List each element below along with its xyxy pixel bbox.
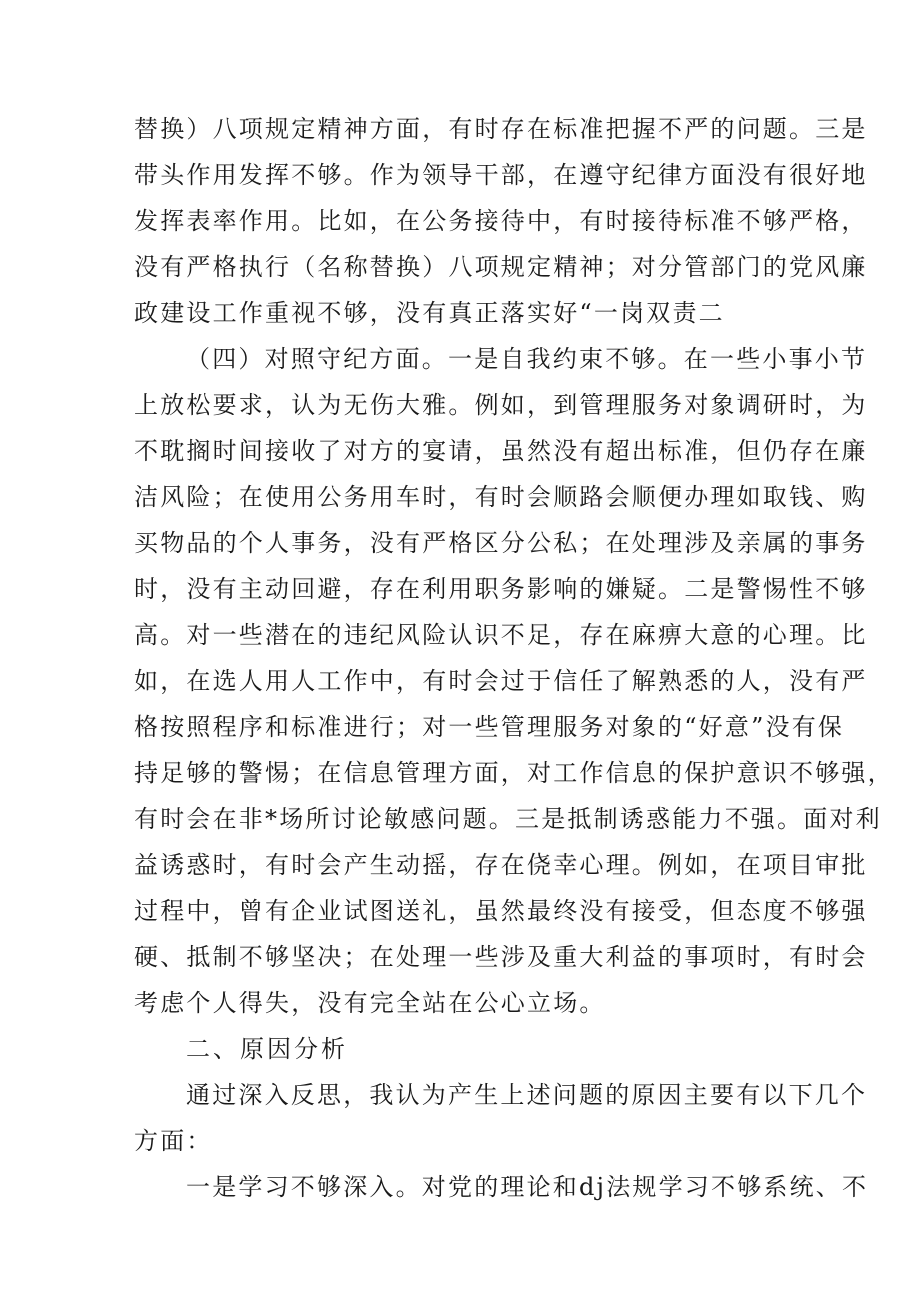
body-text-line: 发挥表率作用。比如，在公务接待中，有时接待标准不够严格，	[134, 207, 868, 235]
body-text-line: 高。对一些潜在的违纪风险认识不足，存在麻痹大意的心理。比	[134, 621, 868, 649]
body-text-line: 替换）八项规定精神方面，有时存在标准把握不严的问题。三是	[134, 115, 868, 143]
body-text-line: 买物品的个人事务，没有严格区分公私；在处理涉及亲属的事务	[134, 529, 868, 557]
body-text-line: 硬、抵制不够坚决；在处理一些涉及重大利益的事项时，有时会	[134, 943, 868, 971]
body-text-line: 没有严格执行（名称替换）八项规定精神；对分管部门的党风廉	[134, 253, 868, 281]
body-text-line: 不耽搁时间接收了对方的宴请，虽然没有超出标准，但仍存在廉	[134, 437, 868, 465]
section-heading-cause-analysis: 二、原因分析	[186, 1035, 348, 1063]
body-text-line: 时，没有主动回避，存在利用职务影响的嫌疑。二是警惕性不够	[134, 575, 868, 603]
body-text-line: 格按照程序和标准进行；对一些管理服务对象的“好意”没有保	[134, 713, 845, 741]
body-text-line: 考虑个人得失，没有完全站在公心立场。	[134, 989, 606, 1017]
body-text-line: 带头作用发挥不够。作为领导干部，在遵守纪律方面没有很好地	[134, 161, 868, 189]
body-text-line: 持足够的警惕；在信息管理方面，对工作信息的保护意识不够强，	[134, 759, 894, 787]
body-text-line: 过程中，曾有企业试图送礼，虽然最终没有接受，但态度不够强	[134, 897, 868, 925]
body-text-line: 如，在选人用人工作中，有时会过于信任了解熟悉的人，没有严	[134, 667, 868, 695]
body-text-line: 政建设工作重视不够，没有真正落实好“一岗双责二	[134, 299, 725, 327]
section-four-first-line: （四）对照守纪方面。一是自我约束不够。在一些小事小节	[186, 345, 868, 373]
body-text-line: 洁风险；在使用公务用车时，有时会顺路会顺便办理如取钱、购	[134, 483, 868, 511]
body-text-line: 上放松要求，认为无伤大雅。例如，到管理服务对象调研时，为	[134, 391, 868, 419]
paragraph-first-line: 通过深入反思，我认为产生上述问题的原因主要有以下几个	[186, 1081, 868, 1109]
paragraph-first-line: 一是学习不够深入。对党的理论和dj法规学习不够系统、不	[186, 1173, 869, 1201]
body-text-line: 方面：	[134, 1127, 213, 1155]
body-text-line: 有时会在非*场所讨论敏感问题。三是抵制诱惑能力不强。面对利	[134, 805, 882, 833]
body-text-line: 益诱惑时，有时会产生动摇，存在侥幸心理。例如，在项目审批	[134, 851, 868, 879]
